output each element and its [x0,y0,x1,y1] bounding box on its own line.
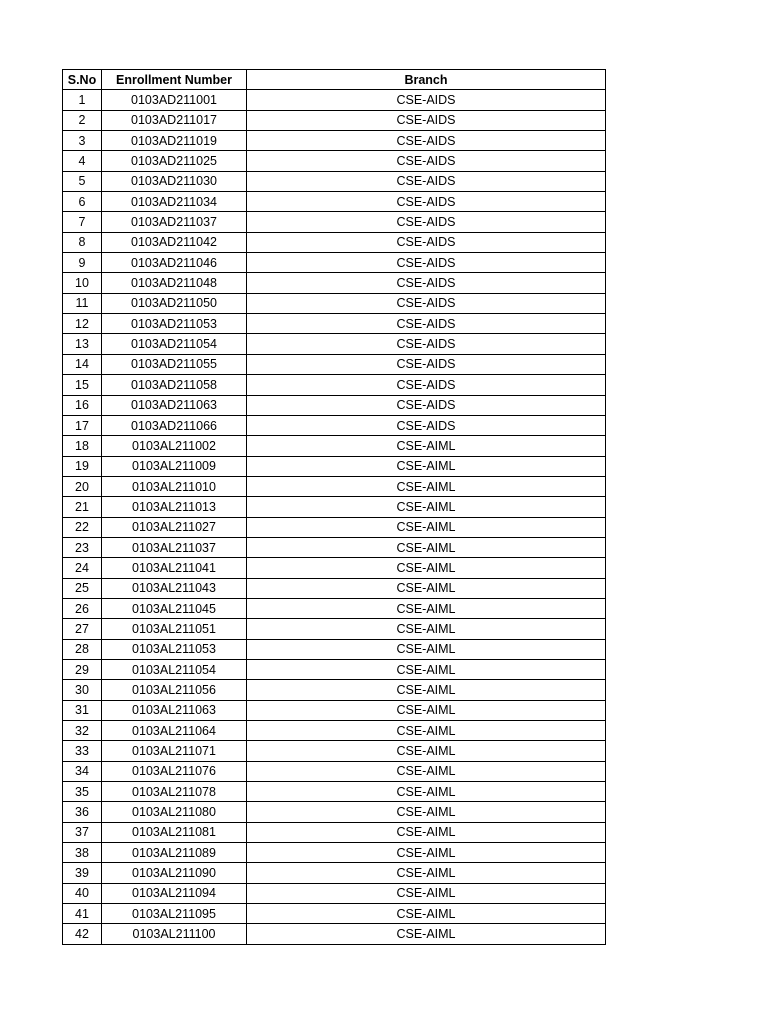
table-row [63,639,606,659]
cell-enrollment-number: 0103AL211090 [102,863,247,883]
table-row [63,497,606,517]
cell-enrollment-number: 0103AD211030 [102,171,247,191]
cell-branch: CSE-AIML [247,680,606,700]
header-enrollment-number: Enrollment Number [102,70,247,90]
cell-enrollment-number: 0103AD211053 [102,314,247,334]
cell-sno: 39 [63,863,102,883]
cell-enrollment-number: 0103AL211056 [102,680,247,700]
table-row [63,232,606,252]
cell-enrollment-number: 0103AD211048 [102,273,247,293]
table-row [63,883,606,903]
cell-branch: CSE-AIDS [247,110,606,130]
cell-sno: 12 [63,314,102,334]
table-row [63,761,606,781]
table-row [63,253,606,273]
cell-enrollment-number: 0103AL211063 [102,700,247,720]
cell-enrollment-number: 0103AL211010 [102,476,247,496]
table-row [63,334,606,354]
cell-enrollment-number: 0103AD211025 [102,151,247,171]
cell-sno: 5 [63,171,102,191]
cell-sno: 7 [63,212,102,232]
cell-sno: 14 [63,354,102,374]
cell-sno: 23 [63,537,102,557]
header-row [63,70,606,90]
cell-enrollment-number: 0103AL211095 [102,904,247,924]
table-row [63,863,606,883]
table-body [63,90,606,944]
cell-enrollment-number: 0103AL211080 [102,802,247,822]
table-row [63,517,606,537]
table-row [63,598,606,618]
cell-sno: 31 [63,700,102,720]
cell-sno: 20 [63,476,102,496]
table-row [63,314,606,334]
table-row [63,476,606,496]
cell-enrollment-number: 0103AL211037 [102,537,247,557]
table-row [63,171,606,191]
cell-enrollment-number: 0103AL211041 [102,558,247,578]
table-row [63,659,606,679]
cell-branch: CSE-AIDS [247,273,606,293]
cell-branch: CSE-AIML [247,843,606,863]
cell-enrollment-number: 0103AL211089 [102,843,247,863]
table-row [63,843,606,863]
cell-enrollment-number: 0103AL211071 [102,741,247,761]
cell-enrollment-number: 0103AL211053 [102,639,247,659]
cell-branch: CSE-AIML [247,863,606,883]
cell-enrollment-number: 0103AL211076 [102,761,247,781]
cell-sno: 8 [63,232,102,252]
table-row [63,212,606,232]
table-row [63,192,606,212]
table-row [63,578,606,598]
cell-enrollment-number: 0103AD211001 [102,90,247,110]
table-row [63,436,606,456]
cell-enrollment-number: 0103AD211042 [102,232,247,252]
cell-sno: 9 [63,253,102,273]
cell-branch: CSE-AIML [247,436,606,456]
table-row [63,375,606,395]
table-row [63,415,606,435]
cell-branch: CSE-AIDS [247,395,606,415]
cell-enrollment-number: 0103AL211051 [102,619,247,639]
cell-enrollment-number: 0103AD211055 [102,354,247,374]
table-row [63,151,606,171]
cell-branch: CSE-AIDS [247,192,606,212]
cell-enrollment-number: 0103AD211058 [102,375,247,395]
table-row [63,802,606,822]
cell-sno: 32 [63,721,102,741]
cell-enrollment-number: 0103AD211050 [102,293,247,313]
cell-sno: 10 [63,273,102,293]
table-header [63,70,606,90]
cell-sno: 25 [63,578,102,598]
cell-sno: 6 [63,192,102,212]
cell-enrollment-number: 0103AL211081 [102,822,247,842]
cell-branch: CSE-AIML [247,578,606,598]
cell-enrollment-number: 0103AL211094 [102,883,247,903]
cell-branch: CSE-AIML [247,619,606,639]
cell-enrollment-number: 0103AD211054 [102,334,247,354]
cell-enrollment-number: 0103AD211037 [102,212,247,232]
cell-branch: CSE-AIDS [247,415,606,435]
table-row [63,904,606,924]
table-row [63,680,606,700]
cell-branch: CSE-AIML [247,782,606,802]
cell-sno: 22 [63,517,102,537]
table-row [63,721,606,741]
cell-sno: 26 [63,598,102,618]
cell-branch: CSE-AIDS [247,334,606,354]
cell-branch: CSE-AIML [247,537,606,557]
cell-branch: CSE-AIDS [247,253,606,273]
enrollment-table [62,69,606,945]
cell-branch: CSE-AIML [247,456,606,476]
cell-sno: 1 [63,90,102,110]
cell-branch: CSE-AIML [247,497,606,517]
table-row [63,110,606,130]
cell-branch: CSE-AIDS [247,314,606,334]
cell-branch: CSE-AIML [247,639,606,659]
table-row [63,700,606,720]
cell-sno: 4 [63,151,102,171]
cell-branch: CSE-AIML [247,904,606,924]
cell-sno: 40 [63,883,102,903]
cell-branch: CSE-AIML [247,721,606,741]
table-row [63,924,606,944]
cell-sno: 41 [63,904,102,924]
cell-sno: 16 [63,395,102,415]
table-row [63,90,606,110]
cell-branch: CSE-AIML [247,802,606,822]
cell-branch: CSE-AIML [247,700,606,720]
cell-sno: 33 [63,741,102,761]
table-row [63,782,606,802]
cell-branch: CSE-AIDS [247,293,606,313]
table-row [63,395,606,415]
table-row [63,456,606,476]
cell-enrollment-number: 0103AD211019 [102,131,247,151]
cell-sno: 17 [63,415,102,435]
enrollment-sheet [62,69,606,945]
cell-sno: 21 [63,497,102,517]
cell-sno: 13 [63,334,102,354]
cell-enrollment-number: 0103AL211064 [102,721,247,741]
cell-branch: CSE-AIML [247,761,606,781]
cell-enrollment-number: 0103AL211045 [102,598,247,618]
cell-sno: 18 [63,436,102,456]
cell-branch: CSE-AIML [247,598,606,618]
cell-branch: CSE-AIDS [247,131,606,151]
cell-sno: 38 [63,843,102,863]
cell-sno: 3 [63,131,102,151]
cell-sno: 15 [63,375,102,395]
cell-sno: 28 [63,639,102,659]
cell-enrollment-number: 0103AD211066 [102,415,247,435]
table-row [63,131,606,151]
header-sno: S.No [63,70,102,90]
cell-branch: CSE-AIML [247,659,606,679]
cell-enrollment-number: 0103AL211078 [102,782,247,802]
table-row [63,293,606,313]
table-row [63,354,606,374]
table-row [63,822,606,842]
cell-branch: CSE-AIML [247,924,606,944]
cell-enrollment-number: 0103AD211046 [102,253,247,273]
cell-enrollment-number: 0103AL211100 [102,924,247,944]
cell-sno: 29 [63,659,102,679]
cell-branch: CSE-AIML [247,741,606,761]
cell-enrollment-number: 0103AL211013 [102,497,247,517]
header-branch: Branch [247,70,606,90]
cell-sno: 35 [63,782,102,802]
cell-enrollment-number: 0103AL211027 [102,517,247,537]
cell-branch: CSE-AIDS [247,354,606,374]
cell-enrollment-number: 0103AL211009 [102,456,247,476]
cell-sno: 11 [63,293,102,313]
cell-sno: 2 [63,110,102,130]
table-row [63,537,606,557]
cell-sno: 19 [63,456,102,476]
cell-sno: 36 [63,802,102,822]
cell-sno: 37 [63,822,102,842]
cell-enrollment-number: 0103AD211017 [102,110,247,130]
cell-branch: CSE-AIDS [247,151,606,171]
cell-branch: CSE-AIML [247,517,606,537]
cell-sno: 34 [63,761,102,781]
cell-branch: CSE-AIDS [247,375,606,395]
table-row [63,558,606,578]
cell-enrollment-number: 0103AD211063 [102,395,247,415]
cell-sno: 30 [63,680,102,700]
cell-branch: CSE-AIML [247,822,606,842]
table-row [63,619,606,639]
cell-branch: CSE-AIDS [247,171,606,191]
cell-branch: CSE-AIML [247,558,606,578]
cell-branch: CSE-AIDS [247,212,606,232]
cell-enrollment-number: 0103AL211002 [102,436,247,456]
cell-enrollment-number: 0103AL211054 [102,659,247,679]
cell-enrollment-number: 0103AL211043 [102,578,247,598]
cell-branch: CSE-AIML [247,883,606,903]
cell-sno: 42 [63,924,102,944]
cell-branch: CSE-AIDS [247,232,606,252]
cell-enrollment-number: 0103AD211034 [102,192,247,212]
cell-sno: 27 [63,619,102,639]
table-row [63,741,606,761]
cell-branch: CSE-AIDS [247,90,606,110]
cell-branch: CSE-AIML [247,476,606,496]
table-row [63,273,606,293]
cell-sno: 24 [63,558,102,578]
